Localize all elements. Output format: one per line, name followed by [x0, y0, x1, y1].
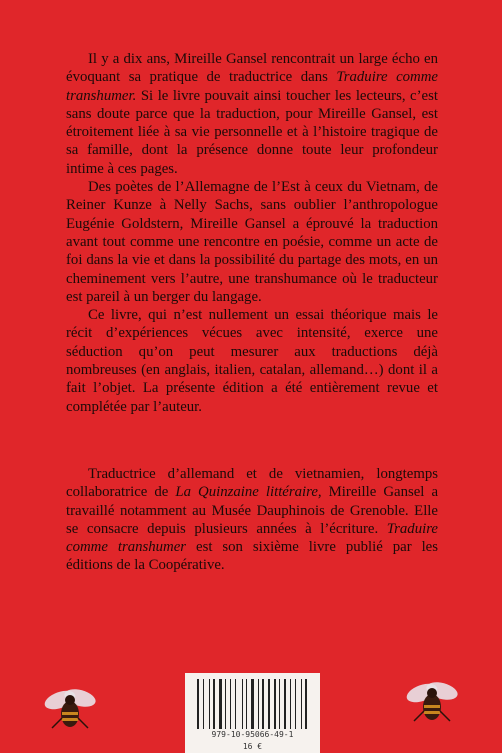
barcode-stripe	[244, 679, 246, 729]
bee-icon	[38, 688, 102, 732]
isbn-number: 979-10-95066-49-1	[211, 730, 294, 739]
barcode-stripe	[279, 679, 280, 729]
blurb-paragraph-3: Ce livre, qui n’est nullement un essai théorique mais le récit d’expériences vécues avec intensité, exerce une séduction qu’on peut mesurer aux traductions déjà nombreuses (en anglais, italien, catalan, allemand…) dont il a fait l’objet. La présente édition a été entièrement revue et complétée par l’auteur.	[66, 307, 438, 415]
barcode-stripe	[302, 679, 303, 729]
barcode-stripe	[203, 679, 204, 729]
barcode-stripe	[260, 679, 261, 729]
barcode	[185, 673, 320, 753]
barcode-stripe	[197, 679, 199, 729]
author-bio	[66, 465, 438, 575]
barcode-stripe	[246, 679, 247, 729]
blurb-text: Si le livre pouvait ainsi toucher les lecteurs, c’est sans doute parce que la traduction, pour Mireille Gansel, est étroitement liée à sa vie personnelle et à l’histoire tragique de sa famille, dont la présence donne toute leur profondeur intime à ces pages.	[66, 87, 438, 177]
bio-text: Traductrice d’allemand et de vietnamien, longtemps collaboratrice de	[66, 466, 438, 501]
barcode-stripe	[255, 679, 257, 729]
barcode-stripe	[290, 679, 291, 729]
barcode-stripe	[217, 679, 218, 729]
barcode-stripe	[274, 679, 276, 729]
barcode-stripe	[258, 679, 259, 729]
barcode-stripe	[233, 679, 234, 729]
barcode-stripe	[268, 679, 271, 729]
barcode-stripe	[225, 679, 226, 729]
price: 16 €	[242, 742, 263, 751]
barcode-stripe	[298, 679, 300, 729]
blurb-text: Il y a dix ans, Mireille Gansel rencontrait un large écho en évoquant sa pratique de traductrice dans	[66, 51, 438, 86]
barcode-bars	[197, 679, 308, 729]
book-title: Traduire comme transhumer.	[66, 69, 438, 104]
barcode-stripe	[230, 679, 231, 729]
barcode-stripe	[271, 679, 272, 729]
barcode-stripe	[209, 679, 210, 729]
bio-paragraph	[66, 465, 438, 575]
barcode-stripe	[213, 679, 215, 729]
bio-text: est son sixième livre publié par les éditions de la Coopérative.	[66, 539, 439, 574]
barcode-stripe	[277, 679, 278, 729]
blurb-paragraph-1	[66, 50, 438, 178]
barcode-stripe	[292, 679, 295, 729]
barcode-stripe	[287, 679, 288, 729]
barcode-stripe	[305, 679, 307, 729]
barcode-stripe	[249, 679, 250, 729]
blurb	[66, 50, 438, 416]
blurb-paragraph-2: Des poètes de l’Allemagne de l’Est à ceux du Vietnam, de Reiner Kunze à Nelly Sachs, sans oublier l’anthropologue Eugénie Goldstern, Mireille Gansel a éprouvé la traduction avant tout comme une rencontre en poésie, comme un acte de foi dans la vie et dans la possibilité du partage des mots, en un cheminement vers l’autre, une transhumance où le traducteur est pareil à un berger du langage.	[66, 179, 438, 305]
bio-text: Mireille Gansel a travaillé notamment au Musée Dauphinois de Grenoble. Elle se consacre depuis plusieurs années à l’écriture.	[66, 484, 439, 537]
barcode-stripe	[251, 679, 254, 729]
barcode-stripe	[201, 679, 202, 729]
barcode-stripe	[235, 679, 237, 729]
barcode-stripe	[219, 679, 222, 729]
barcode-stripe	[223, 679, 224, 729]
barcode-stripe	[237, 679, 240, 729]
bee-icon	[400, 681, 464, 725]
barcode-stripe	[242, 679, 243, 729]
journal-title: La Quinzaine littéraire,	[175, 484, 322, 501]
barcode-stripe	[284, 679, 286, 729]
barcode-stripe	[266, 679, 267, 729]
barcode-stripe	[227, 679, 229, 729]
barcode-stripe	[211, 679, 213, 729]
barcode-stripe	[262, 679, 264, 729]
barcode-stripe	[281, 679, 283, 729]
barcode-stripe	[204, 679, 207, 729]
barcode-stripe	[301, 679, 302, 729]
book-title: Traduire comme transhumer	[66, 520, 438, 556]
barcode-stripe	[295, 679, 296, 729]
